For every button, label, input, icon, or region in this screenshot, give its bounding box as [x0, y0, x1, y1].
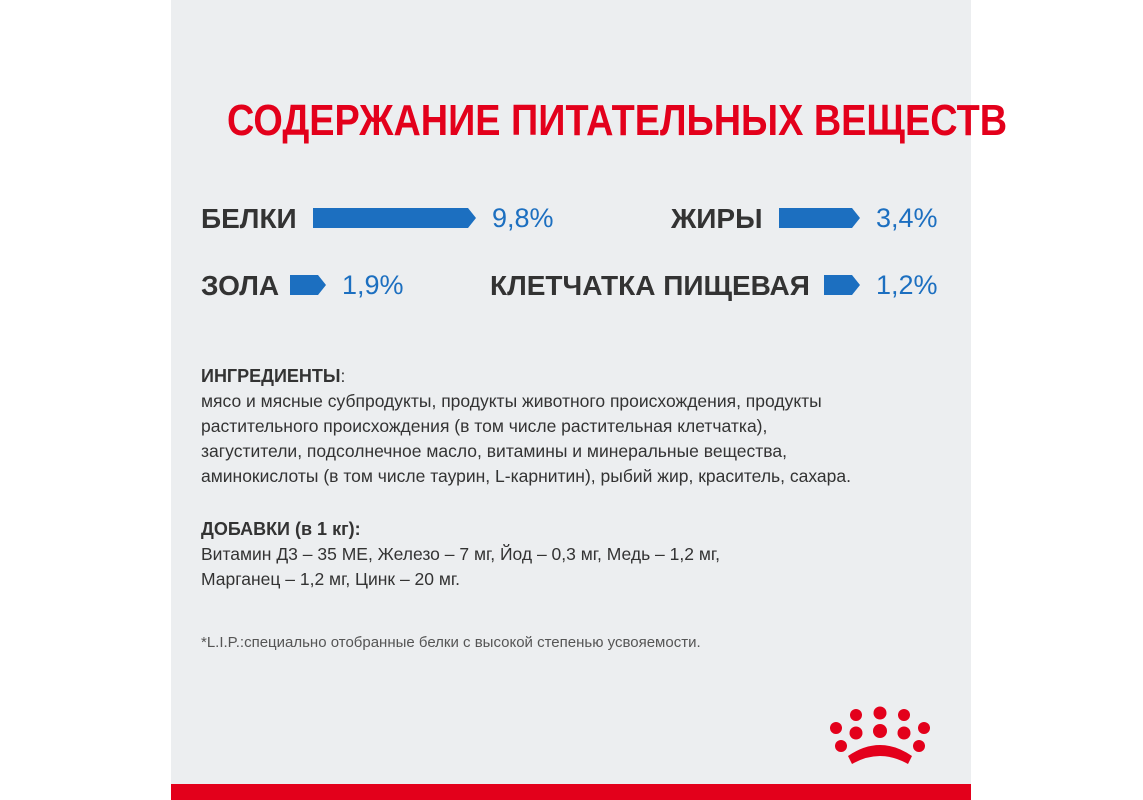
nutrient-value-protein: 9,8% — [492, 203, 554, 233]
additives-line: Марганец – 1,2 мг, Цинк – 20 мг. — [201, 569, 461, 589]
nutrient-label-fiber: КЛЕТЧАТКА ПИЩЕВАЯ — [490, 270, 810, 301]
royal-canin-crown-icon — [826, 706, 934, 770]
nutrient-value-fat: 3,4% — [876, 203, 938, 233]
page-title: СОДЕРЖАНИЕ ПИТАТЕЛЬНЫХ ВЕЩЕСТВ — [227, 96, 1008, 145]
nutrient-bar-fat — [779, 208, 860, 228]
ingredients-line: аминокислоты (в том числе таурин, L-карнитин), рыбий жир, краситель, сахара. — [201, 466, 851, 486]
additives-line: Витамин Д3 – 35 МЕ, Железо – 7 мг, Йод – 0,3 мг, Медь – 1,2 мг, — [201, 544, 720, 564]
brand-red-footer-bar — [171, 784, 971, 800]
ingredients-line: мясо и мясные субпродукты, продукты животного происхождения, продукты — [201, 391, 822, 411]
ingredients-line: растительного происхождения (в том числе растительная клетчатка), — [201, 416, 768, 436]
ingredients-colon: : — [340, 366, 346, 386]
footnote: *L.I.P.:специально отобранные белки с высокой степенью усвояемости. — [201, 634, 701, 651]
ingredients-heading-line — [201, 364, 851, 389]
nutrient-bar-protein — [313, 208, 476, 228]
nutrient-bar-ash — [290, 275, 326, 295]
additives-section — [201, 517, 720, 592]
additives-heading: ДОБАВКИ (в 1 кг): — [201, 519, 361, 539]
nutrient-value-fiber: 1,2% — [876, 270, 938, 300]
nutrient-label-fat: ЖИРЫ — [671, 203, 763, 234]
ingredients-section — [201, 364, 851, 489]
nutrient-label-protein: БЕЛКИ — [201, 203, 297, 234]
ingredients-heading: ИНГРЕДИЕНТЫ — [201, 366, 341, 386]
ingredients-line: загустители, подсолнечное масло, витамины и минеральные вещества, — [201, 441, 787, 461]
nutrient-bar-fiber — [824, 275, 860, 295]
nutrient-label-ash: ЗОЛА — [201, 270, 280, 301]
nutrient-value-ash: 1,9% — [342, 270, 404, 300]
